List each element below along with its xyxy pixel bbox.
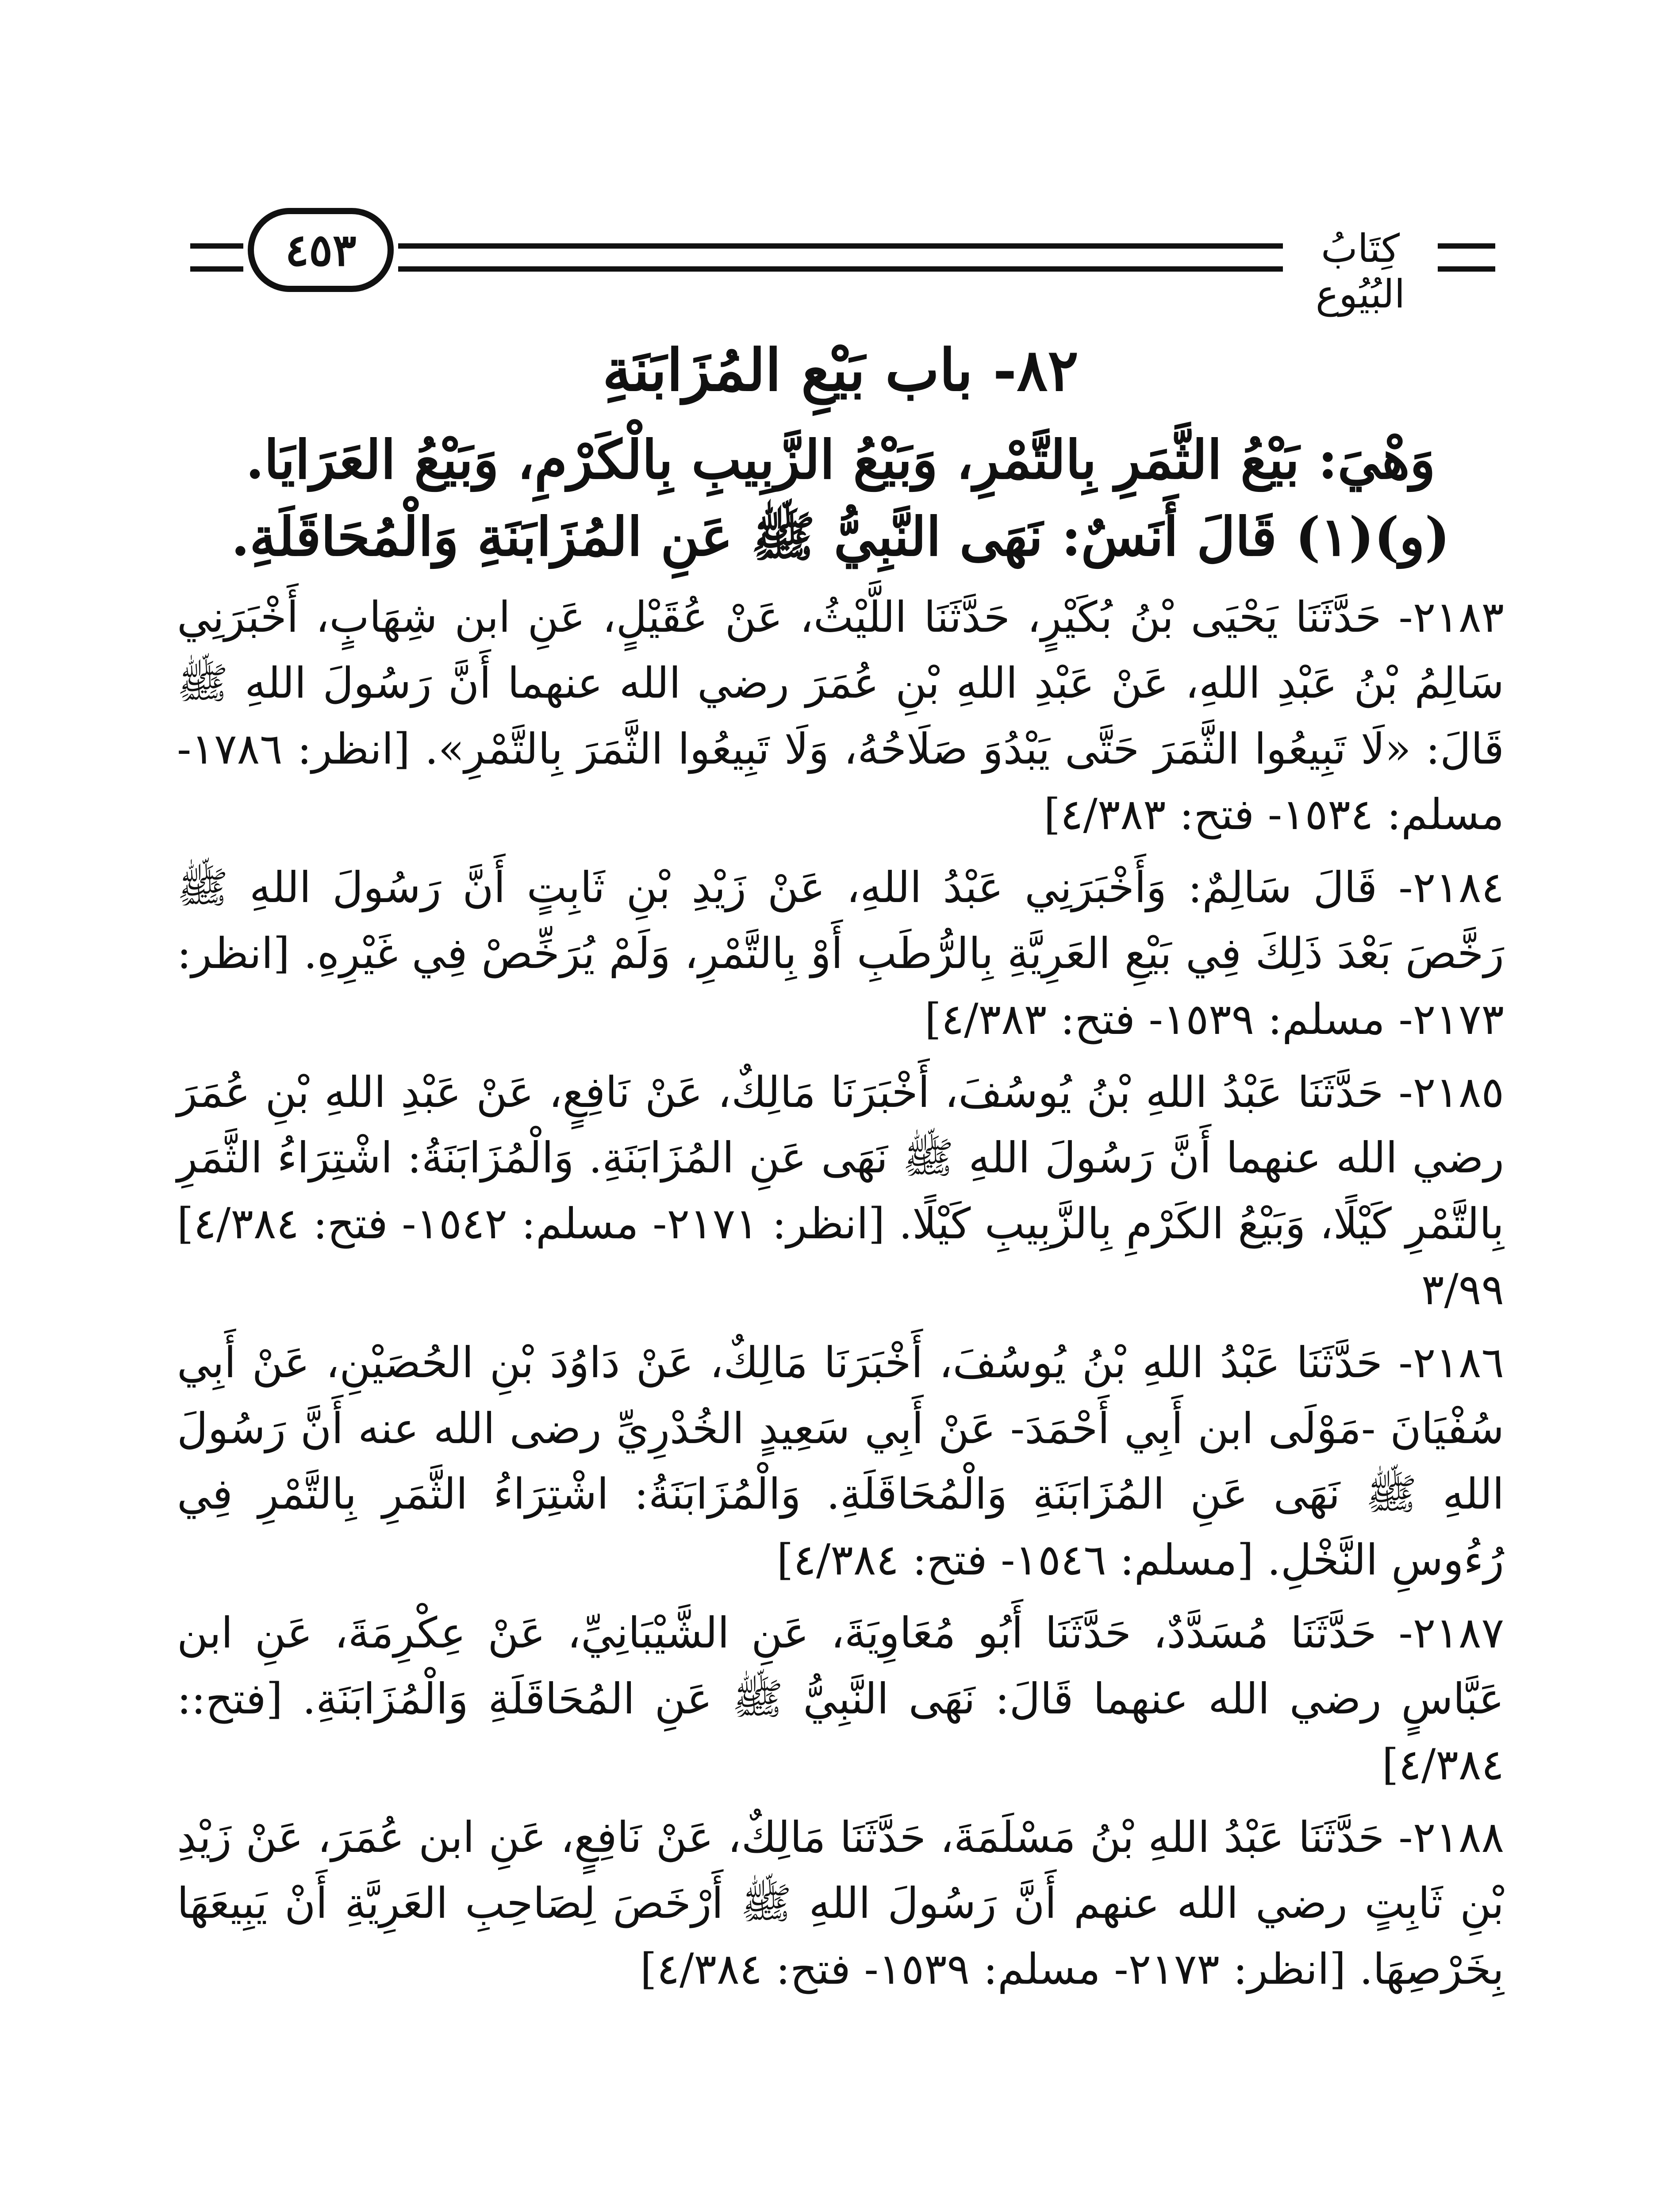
hadith-2188: ٢١٨٨- حَدَّثَنَا عَبْدُ اللهِ بْنُ مَسْلَمَةَ، حَدَّثَنَا مَالِكٌ، عَنْ نَافِعٍ، عَنِ ابن عُمَرَ، عَنْ زَيْدِ بْنِ ثَابِتٍ رضي الله عنهم أَنَّ رَسُولَ اللهِ ﷺ أَرْخَصَ لِصَاحِبِ العَرِيَّةِ أَنْ يَبِيعَهَا بِخَرْصِهَا. [انظر: ٢١٧٣- مسلم: ١٥٣٩- فتح: ٤/٣٨٤] — [177, 1813, 1505, 1994]
hadith-2186: ٢١٨٦- حَدَّثَنَا عَبْدُ اللهِ بْنُ يُوسُفَ، أَخْبَرَنَا مَالِكٌ، عَنْ دَاوُدَ بْنِ الحُصَيْنِ، عَنْ أَبِي سُفْيَانَ -مَوْلَى ابن أَبِي أَحْمَدَ- عَنْ أَبِي سَعِيدٍ الخُدْرِيِّ رضى الله عنه أَنَّ رَسُولَ اللهِ ﷺ نَهَى عَنِ المُزَابَنَةِ وَالْمُحَاقَلَةِ. وَالْمُزَابَنَةُ: اشْتِرَاءُ الثَّمَرِ بِالتَّمْرِ فِي رُءُوسِ النَّخْلِ. [مسلم: ١٥٤٦- فتح: ٤/٣٨٤] — [177, 1337, 1505, 1585]
hadith-2183: ٢١٨٣- حَدَّثَنَا يَحْيَى بْنُ بُكَيْرٍ، حَدَّثَنَا اللَّيْثُ، عَنْ عُقَيْلٍ، عَنِ ابن شِهَابٍ، أَخْبَرَنِي سَالِمُ بْنُ عَبْدِ اللهِ، عَنْ عَبْدِ اللهِ بْنِ عُمَرَ رضي الله عنهما أَنَّ رَسُولَ اللهِ ﷺ قَالَ: «لَا تَبِيعُوا الثَّمَرَ حَتَّى يَبْدُوَ صَلَاحُهُ، وَلَا تَبِيعُوا الثَّمَرَ بِالتَّمْرِ». [انظر: ١٧٨٦- مسلم: ١٥٣٤- فتح: ٤/٣٨٣] — [177, 592, 1505, 840]
hadith-2187: ٢١٨٧- حَدَّثَنَا مُسَدَّدٌ، حَدَّثَنَا أَبُو مُعَاوِيَةَ، عَنِ الشَّيْبَانِيِّ، عَنْ عِكْرِمَةَ، عَنِ ابن عَبَّاسٍ رضي الله عنهما قَالَ: نَهَى النَّبِيُّ ﷺ عَنِ المُحَاقَلَةِ وَالْمُزَابَنَةِ. [فتح:: ٤/٣٨٤] — [177, 1608, 1504, 1790]
page-number-ornament — [248, 208, 394, 292]
page-number: ٤٥٣ — [285, 224, 357, 276]
header-rule-right — [1438, 243, 1495, 272]
header-rule-middle — [398, 243, 1283, 272]
header-rule-left — [190, 243, 243, 272]
hadith-2184: ٢١٨٤- قَالَ سَالِمٌ: وَأَخْبَرَنِي عَبْدُ اللهِ، عَنْ زَيْدِ بْنِ ثَابِتٍ أَنَّ رَسُولَ اللهِ ﷺ رَخَّصَ بَعْدَ ذَلِكَ فِي بَيْعِ العَرِيَّةِ بِالرُّطَبِ أَوْ بِالتَّمْرِ، وَلَمْ يُرَخِّصْ فِي غَيْرِهِ. [انظر: ٢١٧٣- مسلم: ١٥٣٩- فتح: ٤/٣٨٣] — [177, 863, 1504, 1044]
hadith-2185: ٢١٨٥- حَدَّثَنَا عَبْدُ اللهِ بْنُ يُوسُفَ، أَخْبَرَنَا مَالِكٌ، عَنْ نَافِعٍ، عَنْ عَبْدِ اللهِ بْنِ عُمَرَ رضي الله عنهما أَنَّ رَسُولَ اللهِ ﷺ نَهَى عَنِ المُزَابَنَةِ. وَالْمُزَابَنَةُ: اشْتِرَاءُ الثَّمَرِ بِالتَّمْرِ كَيْلًا، وَبَيْعُ الكَرْمِ بِالزَّبِيبِ كَيْلًا. [انظر: ٢١٧١- مسلم: ١٥٤٢- فتح: ٤/٣٨٤] ٣/٩٩ — [177, 1067, 1505, 1314]
intro-line-anas: (و)(١) قَالَ أَنَسٌ: نَهَى النَّبِيُّ ﷺ عَنِ المُزَابَنَةِ وَالْمُحَاقَلَةِ. — [231, 506, 1450, 568]
page-header — [190, 208, 1495, 317]
book-title: كِتَابُ البُيُوع — [1315, 226, 1405, 317]
chapter-intro — [177, 422, 1504, 576]
chapter-title: ٨٢- باب بَيْعِ المُزَابَنَةِ — [603, 336, 1079, 404]
page-body — [177, 336, 1504, 2009]
intro-line-definition: وَهْيَ: بَيْعُ الثَّمَرِ بِالتَّمْرِ، وَبَيْعُ الزَّبِيبِ بِالْكَرْمِ، وَبَيْعُ العَرَايَا. — [246, 429, 1436, 491]
